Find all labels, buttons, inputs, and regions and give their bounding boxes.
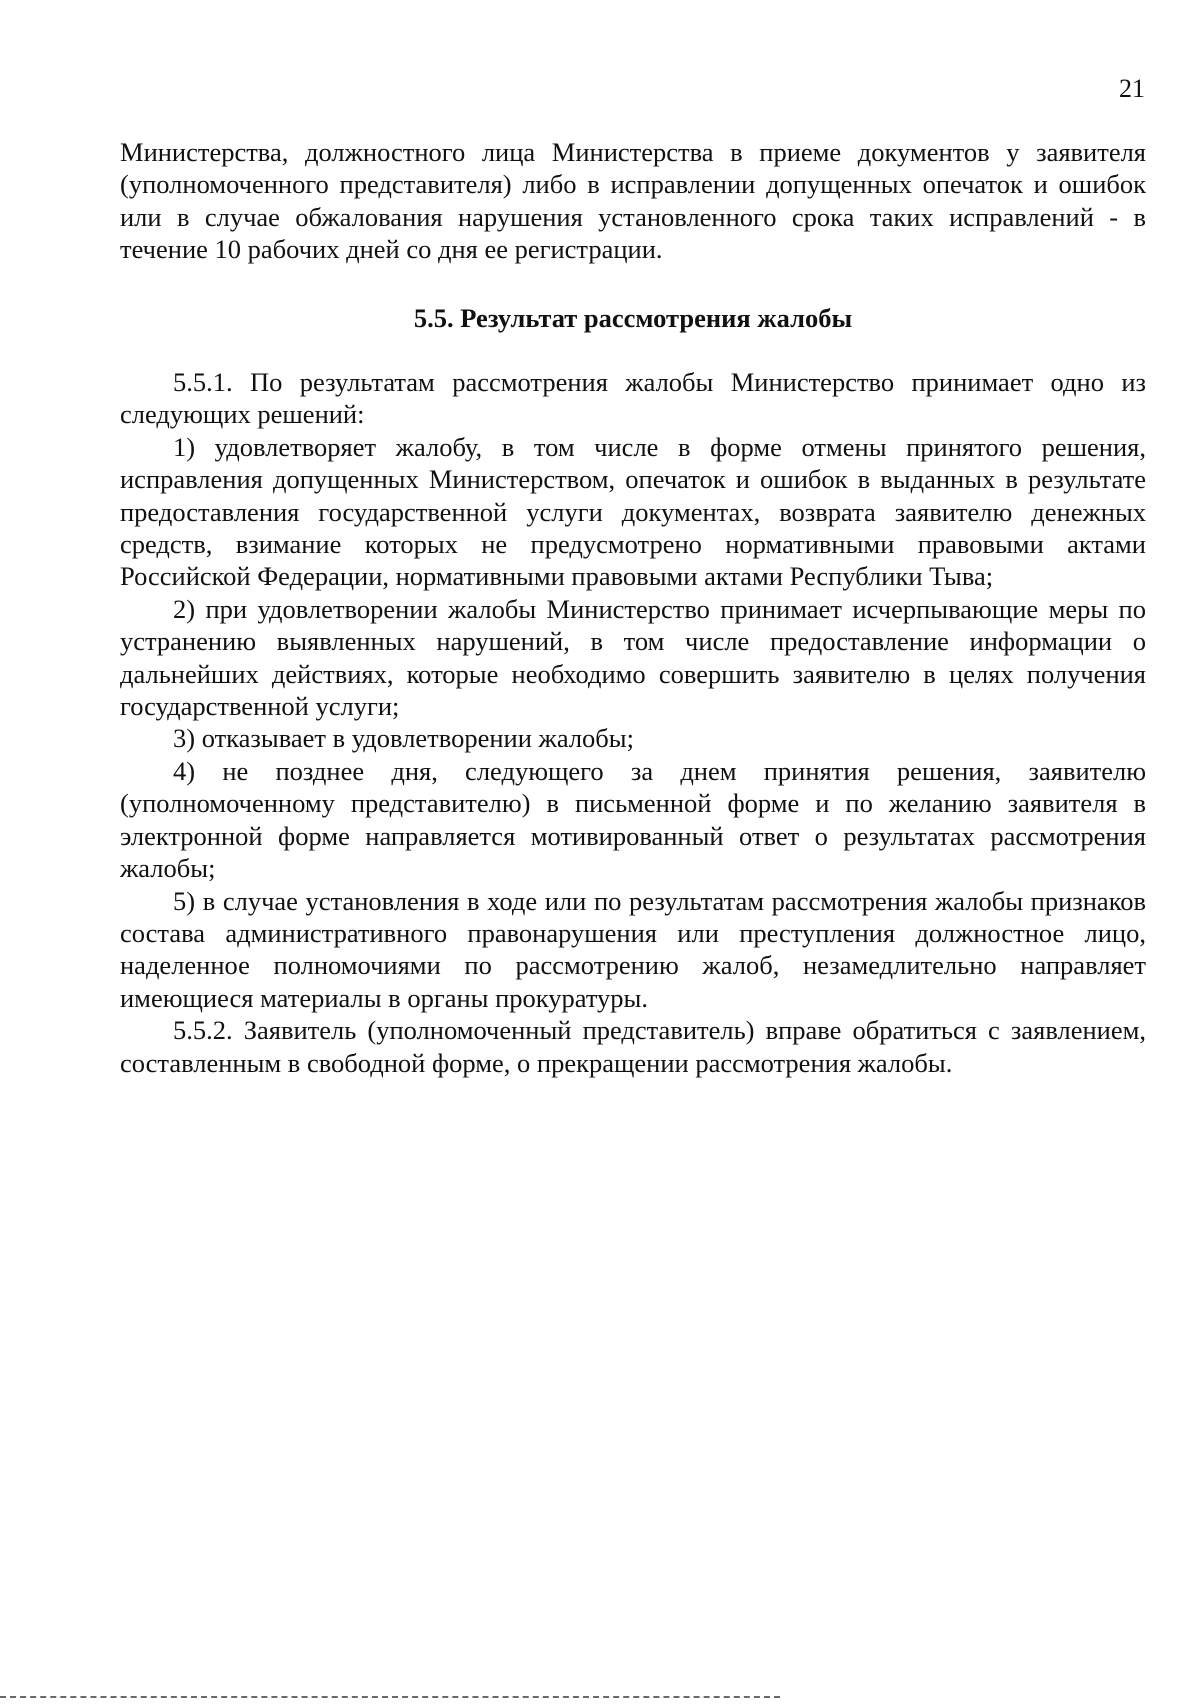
list-item-3: 3) отказывает в удовлетворении жалобы; [173,723,634,754]
list-item-1: 1) удовлетворяет жалобу, в том числе в форме отмены принятого решения, исправления допущенных Министерством, опечаток и ошибок в выданных в результате предоставления государственной услуги документах, возврата заявителю денежных средств, взимание которых не предусмотрено нормативными правовыми актами Российской Федерации, нормативными правовыми актами Республики Тыва; [120,431,1146,592]
intro-paragraph: Министерства, должностного лица Министерства в приеме документов у заявителя (уполномоченного представителя) либо в исправлении допущенных опечаток и ошибок или в случае обжалования нарушения установленного срока таких исправлений - в течение 10 рабочих дней со дня ее регистрации. [120,137,1146,265]
list-item-5: 5) в случае установления в ходе или по результатам рассмотрения жалобы признаков состава административного правонарушения или преступления должностное лицо, наделенное полномочиями по рассмотрению жалоб, незамедлительно направляет имеющиеся материалы в органы прокуратуры. [120,885,1146,1013]
intro-block [120,136,1146,266]
section-heading: 5.5. Результат рассмотрения жалобы [413,303,853,333]
paragraph-5-5-2: 5.5.2. Заявитель (уполномоченный представитель) вправе обратиться с заявлением, составленным в свободной форме, о прекращении рассмотрения жалобы. [120,1015,1146,1078]
paragraph-5-5-1: 5.5.1. По результатам рассмотрения жалобы Министерство принимает одно из следующих решений: [120,367,1146,430]
scan-edge-line [0,1696,780,1698]
page-number: 21 [1119,74,1145,103]
list-item-2: 2) при удовлетворении жалобы Министерство принимает исчерпывающие меры по устранению выявленных нарушений, в том числе предоставление информации о дальнейших действиях, которые необходимо совершить заявителю в целях получения государственной услуги; [120,593,1146,722]
list-item-4: 4) не позднее дня, следующего за днем принятия решения, заявителю (уполномоченному представителю) в письменной форме и по желанию заявителя в электронной форме направляется мотивированный ответ о результатах рассмотрения жалобы; [120,755,1146,884]
section-body [120,366,1146,1079]
